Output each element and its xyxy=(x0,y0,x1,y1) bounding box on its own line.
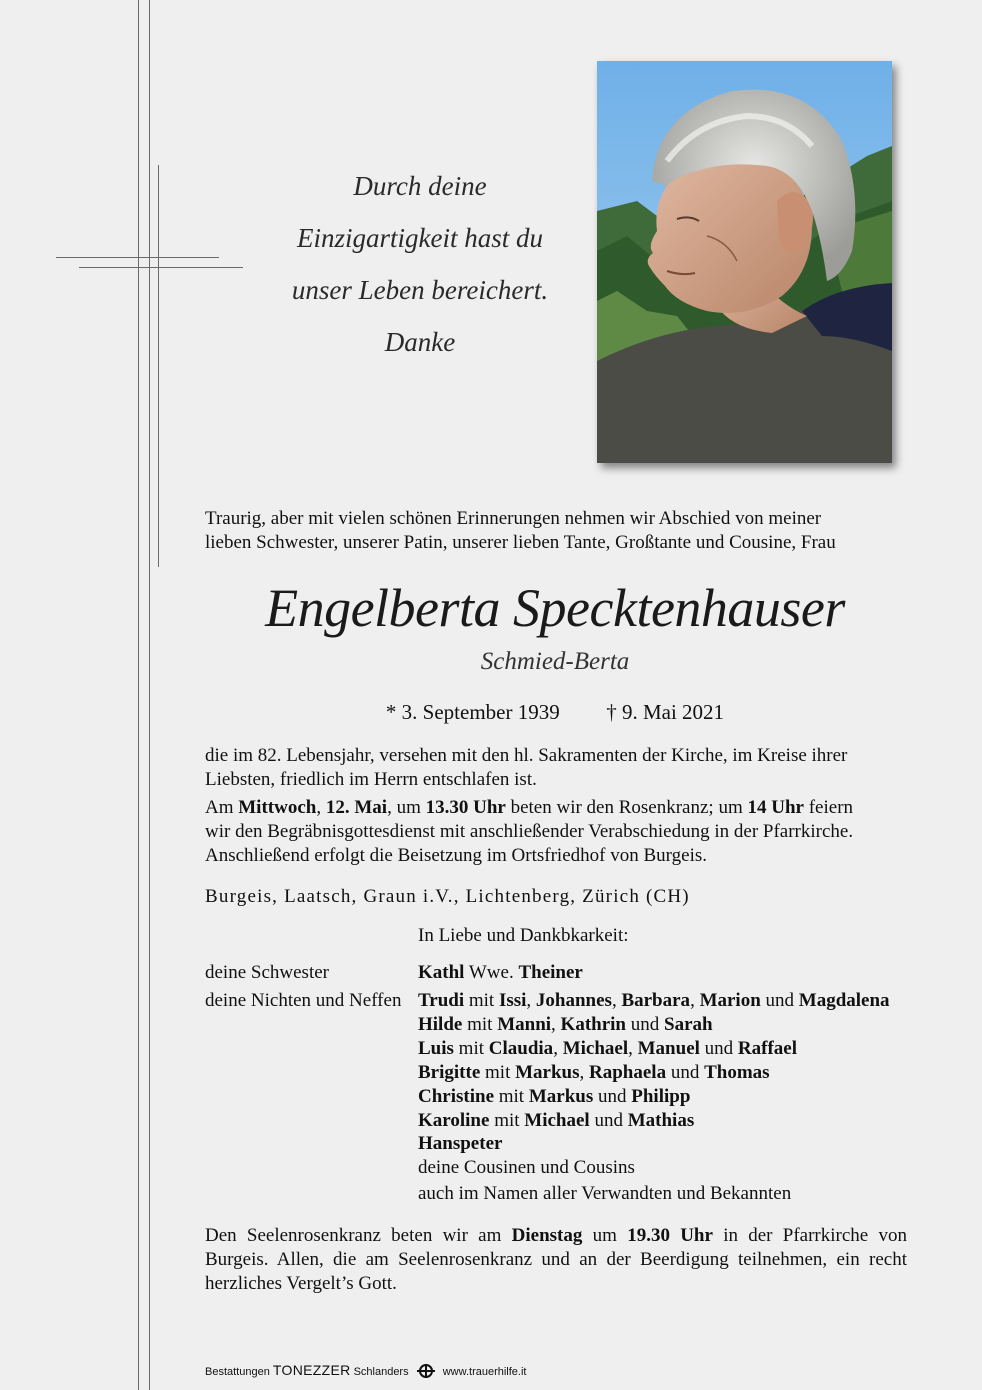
relative-name: Kathl xyxy=(418,962,465,983)
relative-name: Manuel xyxy=(637,1037,700,1059)
relative-name: Markus xyxy=(515,1061,580,1083)
text-segment: Am xyxy=(205,797,239,818)
text-segment: , xyxy=(690,990,700,1011)
text-segment: mit xyxy=(464,990,499,1011)
rosary-paragraph xyxy=(205,1224,907,1296)
paragraph-line: Anschließend erfolgt die Beisetzung im Ortsfriedhof von Burgeis. xyxy=(205,845,707,866)
text-segment: , xyxy=(628,1037,638,1059)
nieces-nephews-list xyxy=(418,989,890,1206)
text-segment: um xyxy=(582,1225,628,1246)
quote-line: Danke xyxy=(384,327,456,357)
relative-name: Marion xyxy=(699,990,761,1011)
deceased-name: Engelberta Specktenhauser xyxy=(265,578,845,638)
nieces-nephews-label: deine Nichten und Neffen xyxy=(205,990,402,1011)
relative-name: Raffael xyxy=(737,1037,797,1059)
text-segment: , xyxy=(553,1037,563,1059)
relative-name: Brigitte xyxy=(418,1061,481,1083)
life-dates xyxy=(205,698,905,726)
quote-line: Einzigartigkeit hast du xyxy=(297,223,543,253)
relative-name: Markus xyxy=(528,1085,594,1107)
relative-name: Issi xyxy=(498,990,527,1011)
text-segment: und xyxy=(593,1085,632,1107)
relative-name: Barbara xyxy=(621,990,691,1011)
paragraph-line: die im 82. Lebensjahr, versehen mit den hl. Sakramenten der Kirche, im Kreise ihrer xyxy=(205,745,848,766)
text-segment: in der Pfarrkirche von Burgeis. Allen, die am Seelenrosenkranz und an der Beerdigung teilnehmen, ein recht herzliches Vergelt’s Gott. xyxy=(205,1225,907,1294)
text-segment: und xyxy=(666,1061,705,1083)
time-value: 14 Uhr xyxy=(747,797,804,818)
relative-name: Claudia xyxy=(488,1037,554,1059)
day-name: Mittwoch xyxy=(238,797,317,818)
text-segment: feiern xyxy=(803,797,854,818)
sister-names xyxy=(418,961,583,985)
text-segment: , xyxy=(526,990,536,1011)
relative-name: Manni xyxy=(497,1013,552,1035)
thanks-heading: In Liebe und Dankbkarkeit: xyxy=(418,925,629,946)
relative-name: Philipp xyxy=(631,1085,691,1107)
text-segment: und xyxy=(699,1037,738,1059)
funeral-details-paragraph xyxy=(205,796,905,868)
relative-name: Mathias xyxy=(627,1109,695,1131)
text-segment: Wwe. xyxy=(464,962,519,983)
quote-line: Durch deine xyxy=(353,171,487,201)
family-row xyxy=(418,1085,890,1109)
sister-label: deine Schwester xyxy=(205,962,329,983)
footer-town: Schlanders xyxy=(353,1366,409,1378)
text-segment: mit xyxy=(462,1013,498,1035)
intro-text xyxy=(205,507,905,555)
text-segment: mit xyxy=(480,1061,516,1083)
relative-name: Michael xyxy=(524,1109,590,1131)
relative-name: Theiner xyxy=(518,962,583,983)
text-segment: mit xyxy=(453,1037,489,1059)
time-value: 13.30 Uhr xyxy=(425,797,506,818)
cross-horizontal-top xyxy=(56,257,219,258)
family-row xyxy=(418,1037,890,1061)
relative-name: Trudi xyxy=(418,990,465,1011)
relative-name: Sarah xyxy=(664,1013,713,1035)
text-segment: , xyxy=(551,1013,561,1035)
text-segment: , xyxy=(316,797,326,818)
family-row xyxy=(418,1109,890,1133)
relatives-note: auch im Namen aller Verwandten und Bekannten xyxy=(418,1183,792,1205)
trauerhilfe-logo-icon xyxy=(415,1363,437,1382)
relative-name: Hanspeter xyxy=(418,1133,503,1155)
date-value: 12. Mai xyxy=(325,797,388,818)
text-segment: und xyxy=(626,1013,664,1035)
text-segment: , xyxy=(611,990,622,1011)
cross-vertical-bar xyxy=(158,165,159,567)
text-segment: beten wir den Rosenkranz; um xyxy=(505,797,748,818)
birth-date: * 3. September 1939 xyxy=(385,700,560,724)
text-segment: mit xyxy=(489,1109,525,1131)
frame-line-outer xyxy=(138,0,139,1390)
text-segment: Den Seelenrosenkranz beten wir am xyxy=(205,1225,512,1246)
intro-line: lieben Schwester, unserer Patin, unserer lieben Tante, Großtante und Cousine, Frau xyxy=(205,532,836,553)
relative-name: Raphaela xyxy=(589,1061,667,1083)
footer-url[interactable]: www.trauerhilfe.it xyxy=(442,1366,527,1378)
relative-name: Michael xyxy=(562,1037,629,1059)
footer-prefix: Bestattungen xyxy=(205,1366,270,1378)
relative-name: Kathrin xyxy=(560,1013,626,1035)
relative-name: Christine xyxy=(418,1085,494,1107)
deceased-nickname: Schmied-Berta xyxy=(480,648,630,675)
death-date: † 9. Mai 2021 xyxy=(606,700,725,724)
text-segment: mit xyxy=(494,1085,529,1107)
text-segment: , um xyxy=(387,797,426,818)
time-value: 19.30 Uhr xyxy=(627,1225,713,1246)
relative-name: Hilde xyxy=(418,1013,463,1035)
memorial-quote xyxy=(250,160,590,368)
text-segment: , xyxy=(579,1061,590,1083)
paragraph-line: wir den Begräbnisgottesdienst mit anschließender Verabschiedung in der Pfarrkirche. xyxy=(205,821,854,842)
relative-name: Luis xyxy=(418,1037,454,1059)
frame-line-inner xyxy=(149,0,150,1390)
family-row xyxy=(418,1061,890,1085)
relative-name: Karoline xyxy=(418,1109,490,1131)
places-list: Burgeis, Laatsch, Graun i.V., Lichtenberg, Zürich (CH) xyxy=(205,886,690,907)
relative-name: Johannes xyxy=(535,990,612,1011)
footer-brand: TONEZZER xyxy=(272,1362,351,1378)
intro-line: Traurig, aber mit vielen schönen Erinnerungen nehmen wir Abschied von meiner xyxy=(205,508,822,529)
day-name: Dienstag xyxy=(511,1225,583,1246)
paragraph-line: Liebsten, friedlich im Herrn entschlafen ist. xyxy=(205,769,537,790)
family-row xyxy=(418,989,890,1013)
death-notice-paragraph xyxy=(205,744,905,792)
footer xyxy=(205,1362,527,1382)
family-row xyxy=(418,1013,890,1037)
text-segment: und xyxy=(760,990,799,1011)
quote-line: unser Leben bereichert. xyxy=(291,275,549,305)
family-row xyxy=(418,1132,890,1156)
text-segment: und xyxy=(589,1109,628,1131)
paragraph-line xyxy=(205,796,905,820)
relative-name: Thomas xyxy=(704,1061,770,1083)
portrait-illustration xyxy=(597,61,892,463)
portrait-photo xyxy=(597,61,892,463)
relative-name: Magdalena xyxy=(798,990,890,1011)
cross-horizontal-bottom xyxy=(79,267,243,268)
cousins-line: deine Cousinen und Cousins xyxy=(418,1157,635,1179)
